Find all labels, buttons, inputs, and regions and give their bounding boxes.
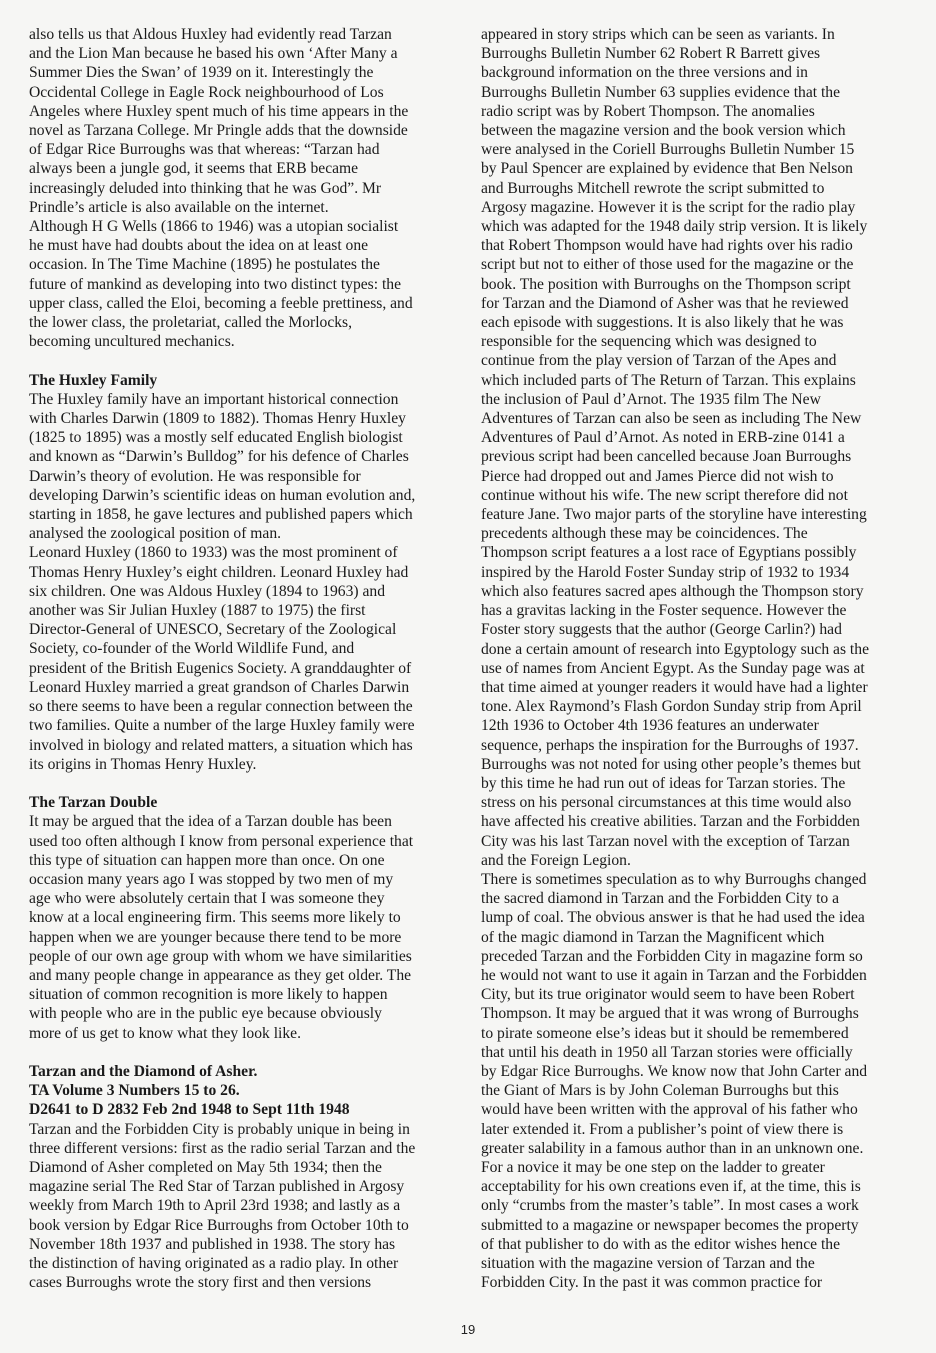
text-line: Pierce had dropped out and James Pierce did not wish to <box>481 467 834 485</box>
text-line: Occidental College in Eagle Rock neighbourhood of Los <box>29 83 384 101</box>
text-line: of Edgar Rice Burroughs was that whereas: “Tarzan had <box>29 141 380 159</box>
text-line: City was his last Tarzan novel with the exception of Tarzan <box>481 832 850 850</box>
text-line: that Robert Thompson would have had rights over his radio <box>481 237 853 255</box>
text-line: he must have had doubts about the idea on at least one <box>29 237 369 255</box>
text-line: greater salability in a famous author than in an unknown one. <box>481 1139 864 1157</box>
text-line: background information on the three versions and in <box>481 64 808 82</box>
text-line: Society, co-founder of the World Wildlife Fund, and <box>29 640 355 658</box>
text-line: and many people change in appearance as they get older. The <box>29 966 412 984</box>
text-line: upper class, called the Eloi, becoming a feeble prettiness, and <box>29 294 413 312</box>
text-line: which was adapted for the 1948 daily strip version. It is likely <box>481 218 868 236</box>
section-heading-tarzan-double: The Tarzan Double <box>29 794 158 812</box>
text-line: would have been written with the approval of his father who <box>481 1101 858 1119</box>
text-line: Burroughs Bulletin Number 62 Robert R Barrett gives <box>481 45 821 63</box>
page-number: 19 <box>460 1322 476 1337</box>
text-line: cases Burroughs wrote the story first and then versions <box>29 1274 372 1292</box>
text-line: age who were absolutely certain that I was someone they <box>29 890 385 908</box>
section-heading-diamond-of-asher: Tarzan and the Diamond of Asher. <box>29 1062 258 1080</box>
section-subheading-volume: TA Volume 3 Numbers 15 to 26. <box>29 1082 240 1100</box>
text-line: later extended it. From a publisher’s point of view there is <box>481 1120 844 1138</box>
text-line: and Burroughs Mitchell rewrote the script submitted to <box>481 179 825 197</box>
intro-paragraph <box>29 25 447 351</box>
text-line: weekly from March 19th to April 23rd 1938; and lastly as a <box>29 1197 401 1215</box>
text-line: involved in biology and related matters, a situation which has <box>29 736 413 754</box>
text-line: the sacred diamond in Tarzan and the Forbidden City to a <box>481 890 840 908</box>
text-line: Although H G Wells (1866 to 1946) was a utopian socialist <box>29 218 399 236</box>
text-line: situation with the magazine version of Tarzan and the <box>481 1255 815 1272</box>
text-line: Burroughs was not noted for using other people’s themes but <box>481 755 861 773</box>
text-line: magazine serial The Red Star of Tarzan published in Argosy <box>29 1178 405 1196</box>
text-line: this type of situation can happen more than once. On one <box>29 851 385 869</box>
text-line: another was Sir Julian Huxley (1887 to 1975) the first <box>29 602 366 620</box>
huxley-family-paragraph <box>29 390 447 774</box>
text-line: only “crumbs from the master’s table”. In most cases a work <box>481 1197 859 1215</box>
text-line: Summer Dies the Swan’ of 1939 on it. Interestingly the <box>29 64 374 82</box>
text-line: novel as Tarzana College. Mr Pringle adds that the downside <box>29 122 408 140</box>
text-line: and the Foreign Legion. <box>481 851 631 869</box>
text-line: done a certain amount of research into Egyptology such as the <box>481 640 869 658</box>
left-column <box>29 25 447 1292</box>
text-line: Darwin’s theory of evolution. He was responsible for <box>29 467 361 485</box>
text-line: to pirate someone else’s ideas but it should be remembered <box>481 1024 849 1042</box>
text-line: occasion many years ago I was stopped by two men of my <box>29 870 394 888</box>
text-line: with people who are in the public eye because obviously <box>29 1005 382 1023</box>
text-line: the distinction of having originated as a radio play. In other <box>29 1254 399 1272</box>
text-line: also tells us that Aldous Huxley had evidently read Tarzan <box>29 26 392 43</box>
text-line: becoming uncultured mechanics. <box>29 333 235 351</box>
text-line: between the magazine version and the book version which <box>481 122 846 140</box>
text-line: preceded Tarzan and the Forbidden City in magazine form so <box>481 947 863 965</box>
text-line: situation of common recognition is more likely to happen <box>29 986 388 1004</box>
text-line: which also features sacred apes although the Thompson story <box>481 582 864 600</box>
spacer <box>29 1043 447 1062</box>
text-line: Prindle’s article is also available on the internet. <box>29 198 329 216</box>
text-line: he would not want to use it again in Tarzan and the Forbidden <box>481 966 867 984</box>
text-line: were analysed in the Coriell Burroughs Bulletin Number 15 <box>481 141 855 159</box>
text-line: use of names from Ancient Egypt. As the Sunday page was at <box>481 659 865 677</box>
text-line: tone. Alex Raymond’s Flash Gordon Sunday strip from April <box>481 698 862 716</box>
text-line: and known as “Darwin’s Bulldog” for his defence of Charles <box>29 448 409 466</box>
text-line: each episode with suggestions. It is also likely that he was <box>481 314 844 332</box>
text-line: appeared in story strips which can be seen as variants. In <box>481 26 835 43</box>
section-subheading-dates: D2641 to D 2832 Feb 2nd 1948 to Sept 11th 1948 <box>29 1101 350 1119</box>
text-line: Diamond of Asher completed on May 5th 1934; then the <box>29 1158 382 1176</box>
text-line: three different versions: first as the radio serial Tarzan and the <box>29 1139 416 1157</box>
text-line: There is sometimes speculation as to why Burroughs changed <box>481 870 867 888</box>
text-line: six children. One was Aldous Huxley (1894 to 1963) and <box>29 582 386 600</box>
text-line: which included parts of The Return of Tarzan. This explains <box>481 371 856 389</box>
text-line: developing Darwin’s scientific ideas on human evolution and, <box>29 486 416 504</box>
text-line: Argosy magazine. However it is the script for the radio play <box>481 198 856 216</box>
text-line: that time aimed at younger readers it would have had a lighter <box>481 678 868 696</box>
text-line: Thompson script features a a lost race of Egyptians possibly <box>481 544 857 562</box>
text-line: more of us get to know what they look like. <box>29 1024 301 1042</box>
text-line: of that publisher to do with as the editor wishes hence the <box>481 1235 841 1253</box>
spacer <box>29 351 447 370</box>
text-line: November 18th 1937 and published in 1938. The story has <box>29 1235 396 1253</box>
text-line: president of the British Eugenics Society. A granddaughter of <box>29 659 412 677</box>
text-line: future of mankind as developing into two distinct types: the <box>29 275 402 293</box>
text-line: have affected his creative abilities. Tarzan and the Forbidden <box>481 813 860 831</box>
text-line: Tarzan and the Forbidden City is probably unique in being in <box>29 1120 410 1138</box>
text-line: inspired by the Harold Foster Sunday strip of 1932 to 1934 <box>481 563 850 581</box>
text-line: happen when we are younger because there tend to be more <box>29 928 402 946</box>
text-line: always been a jungle god, it seems that ERB became <box>29 160 359 178</box>
text-line: know at a local engineering firm. This seems more likely to <box>29 909 401 927</box>
text-line: Leonard Huxley married a great grandson of Charles Darwin <box>29 678 410 696</box>
text-line: lump of coal. The obvious answer is that he had used the idea <box>481 909 865 927</box>
text-line: Director-General of UNESCO, Secretary of the Zoological <box>29 621 397 639</box>
section-heading-huxley-family: The Huxley Family <box>29 371 158 389</box>
text-line: starting in 1858, he gave lectures and published papers which <box>29 506 413 524</box>
text-line: has a gravitas lacking in the Foster sequence. However the <box>481 602 847 620</box>
text-line: for Tarzan and the Diamond of Asher was that he reviewed <box>481 294 849 312</box>
text-line: book version by Edgar Rice Burroughs from October 10th to <box>29 1216 409 1234</box>
text-line: sequence, perhaps the inspiration for the Burroughs of 1937. <box>481 736 859 754</box>
right-column <box>481 25 905 1292</box>
text-line: analysed the zoological position of man. <box>29 525 282 543</box>
text-line: two families. Quite a number of the large Huxley family were <box>29 717 415 735</box>
text-line: Angeles where Huxley spent much of his time appears in the <box>29 102 409 120</box>
text-line: The Huxley family have an important historical connection <box>29 390 399 408</box>
text-line: the inclusion of Paul d’Arnot. The 1935 film The New <box>481 390 821 408</box>
text-line: acceptability for his own creations even if, at the time, this is <box>481 1178 861 1196</box>
text-line: Adventures of Paul d’Arnot. As noted in ERB-zine 0141 a <box>481 429 845 447</box>
text-line: by Edgar Rice Burroughs. We know now that John Carter and <box>481 1062 868 1080</box>
text-line: continue without his wife. The new script therefore did not <box>481 486 848 504</box>
text-line: precedents although these may be coincidences. The <box>481 525 808 543</box>
text-line: that until his death in 1950 all Tarzan stories were officially <box>481 1043 853 1061</box>
text-line: the Giant of Mars is by John Coleman Burroughs but this <box>481 1082 839 1100</box>
text-line: its origins in Thomas Henry Huxley. <box>29 755 257 773</box>
text-line: by Paul Spencer are explained by evidence that Ben Nelson <box>481 160 853 178</box>
text-line: For a novice it may be one step on the ladder to greater <box>481 1158 825 1176</box>
text-line: Thomas Henry Huxley’s eight children. Leonard Huxley had <box>29 563 409 581</box>
text-line: with Charles Darwin (1809 to 1882). Thomas Henry Huxley <box>29 410 406 428</box>
text-line: Thompson. It may be argued that it was wrong of Burroughs <box>481 1005 859 1023</box>
text-line: increasingly deluded into thinking that he was God”. Mr <box>29 179 382 197</box>
text-line: (1825 to 1895) was a mostly self educated English biologist <box>29 429 403 447</box>
text-line: City, but its true originator would seem to have been Robert <box>481 986 855 1004</box>
text-line: by this time he had run out of ideas for Tarzan stories. The <box>481 774 846 792</box>
text-line: Leonard Huxley (1860 to 1933) was the most prominent of <box>29 544 398 562</box>
text-line: Forbidden City. In the past it was common practice for <box>481 1274 823 1292</box>
text-line: book. The position with Burroughs on the Thompson script <box>481 275 851 293</box>
text-line: Foster story suggests that the author (George Carlin?) had <box>481 621 842 639</box>
text-line: submitted to a magazine or newspaper becomes the property <box>481 1216 859 1234</box>
text-line: radio script was by Robert Thompson. The anomalies <box>481 102 815 120</box>
text-line: and the Lion Man because he based his own ‘After Many a <box>29 45 398 63</box>
diamond-of-asher-paragraph <box>29 1120 447 1293</box>
text-line: the lower class, the proletariat, called the Morlocks, <box>29 314 353 332</box>
text-line: Adventures of Tarzan can also be seen as including The New <box>481 410 862 428</box>
text-line: It may be argued that the idea of a Tarzan double has been <box>29 813 392 831</box>
right-column-text <box>481 25 905 1292</box>
text-line: used too often although I know from personal experience that <box>29 832 414 850</box>
text-line: responsible for the sequencing which was designed to <box>481 333 817 351</box>
text-line: Burroughs Bulletin Number 63 supplies evidence that the <box>481 83 841 101</box>
text-line: script but not to either of those used for the magazine or the <box>481 256 854 274</box>
tarzan-double-paragraph <box>29 812 447 1042</box>
text-line: previous script had been cancelled because Joan Burroughs <box>481 448 852 466</box>
text-line: 12th 1936 to October 4th 1936 features an underwater <box>481 717 819 735</box>
text-line: occasion. In The Time Machine (1895) he postulates the <box>29 256 380 274</box>
text-line: of the magic diamond in Tarzan the Magnificent which <box>481 928 825 946</box>
text-line: continue from the play version of Tarzan of the Apes and <box>481 352 837 370</box>
text-line: stress on his personal circumstances at this time would also <box>481 794 852 812</box>
text-line: feature Jane. Two major parts of the storyline have interesting <box>481 506 867 524</box>
spacer <box>29 774 447 793</box>
text-line: people of our own age group with whom we have similarities <box>29 947 412 965</box>
text-line: so there seems to have been a regular connection between the <box>29 698 413 716</box>
